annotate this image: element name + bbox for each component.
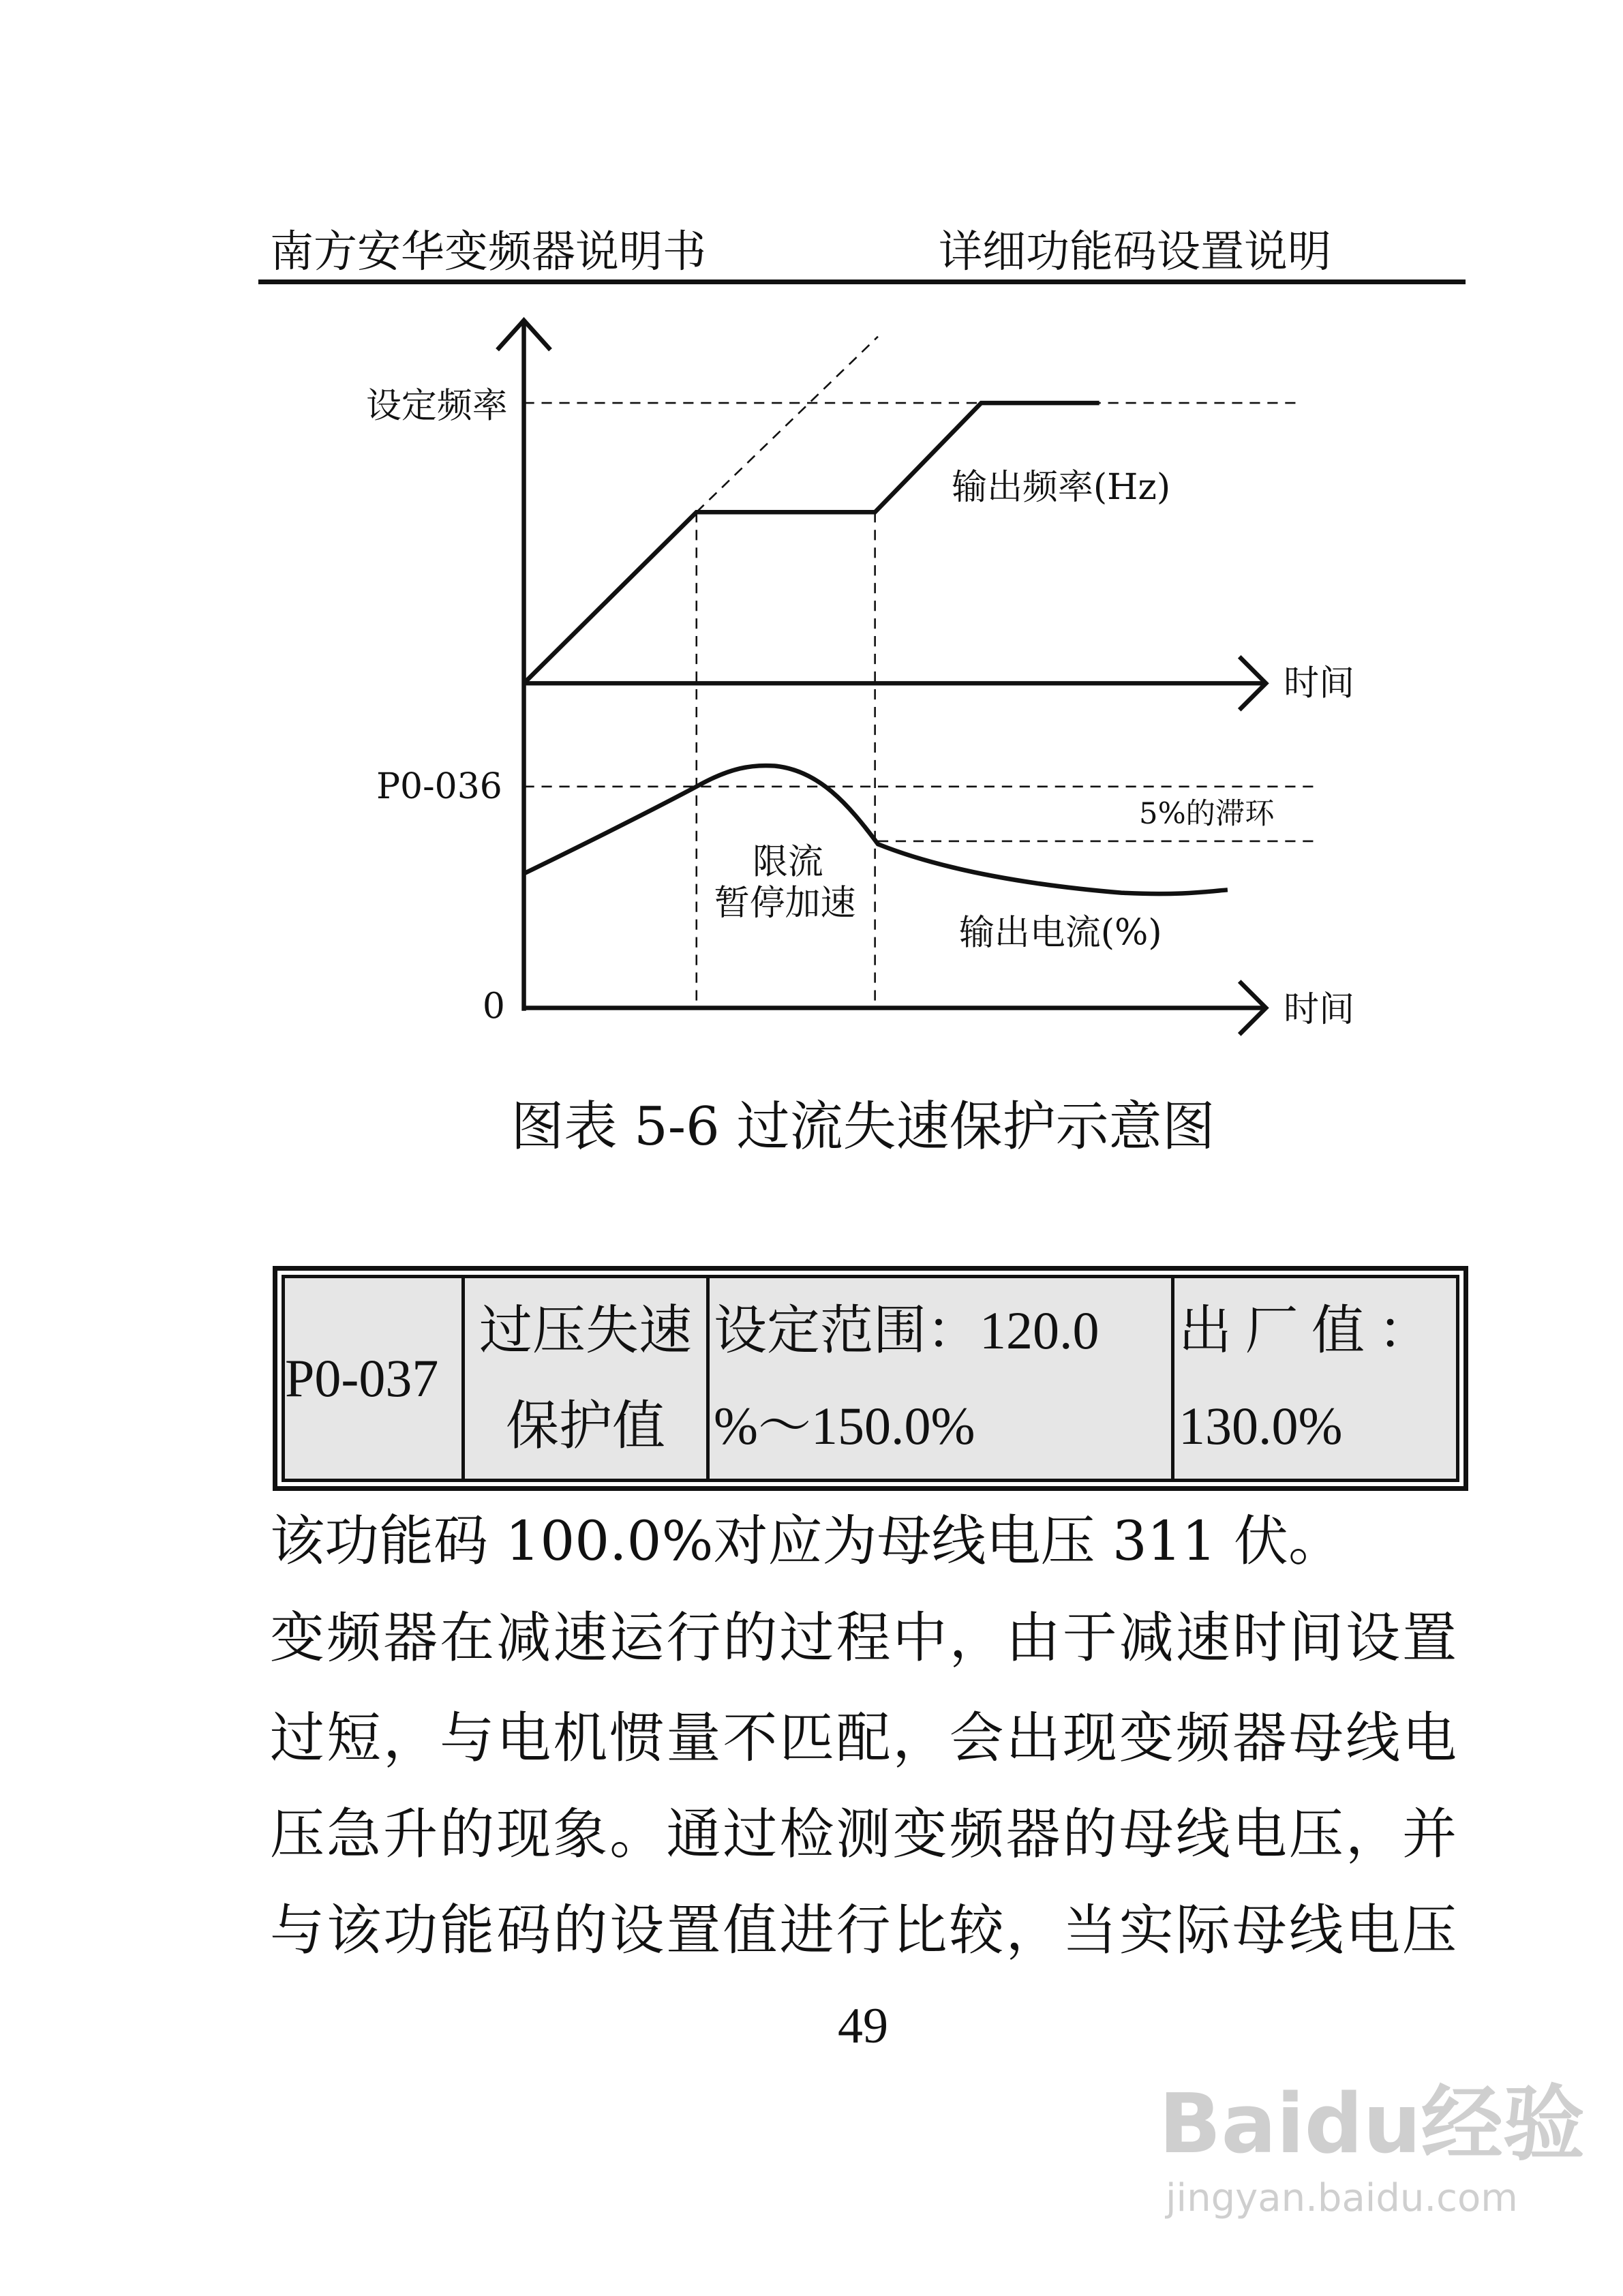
header-title-right: 详细功能码设置说明 <box>939 227 1331 277</box>
output-frequency-label: 输出频率(Hz) <box>952 466 1171 508</box>
paragraph-line: 与该功能码的设置值进行比较，当实际母线电压 <box>270 1899 1457 1962</box>
cell-default <box>1174 1278 1456 1479</box>
setpoint-label: 设定频率 <box>365 385 508 427</box>
param-range-line1: 设定范围：120.0 <box>714 1301 1099 1360</box>
lower-time-label: 时间 <box>1284 988 1355 1030</box>
param-default-line2: 130.0% <box>1179 1396 1343 1455</box>
cell-range <box>710 1278 1174 1479</box>
ramp-extension-dashed <box>697 337 878 513</box>
parameter-table <box>273 1266 1468 1491</box>
region-label-2: 暂停加速 <box>714 883 856 924</box>
param-name-line2: 保护值 <box>505 1396 665 1455</box>
header-title-left: 南方安华变频器说明书 <box>270 227 706 277</box>
param-default-line1: 出 厂 值 ： <box>1179 1301 1431 1360</box>
page-number: 49 <box>838 1998 888 2054</box>
paragraph-line: 过短，与电机惯量不匹配，会出现变频器母线电 <box>270 1706 1457 1770</box>
paragraph-line: 变频器在减速运行的过程中，由于减速时间设置 <box>270 1606 1457 1670</box>
table-row <box>282 1275 1459 1482</box>
cell-code <box>285 1278 465 1479</box>
output-frequency-line <box>524 403 1099 683</box>
watermark-url: jingyan.baidu.com <box>1166 2176 1518 2220</box>
threshold-label: P0-036 <box>376 766 502 808</box>
upper-time-label: 时间 <box>1284 663 1355 704</box>
baidu-watermark <box>1159 2059 1585 2220</box>
param-range-line2: %～150.0% <box>714 1396 975 1455</box>
param-code: P0-037 <box>285 1348 439 1408</box>
paragraph-line: 该功能码 100.0%对应为母线电压 311 伏。 <box>270 1509 1344 1573</box>
region-label-1: 限流 <box>753 841 823 883</box>
figure-caption: 图表 5-6 过流失速保护示意图 <box>511 1096 1215 1158</box>
watermark-brand: Baidu经验 <box>1159 2077 1585 2172</box>
hysteresis-label: 5%的滞环 <box>1139 796 1275 831</box>
cell-name <box>465 1278 710 1479</box>
param-name-line1: 过压失速 <box>479 1301 692 1360</box>
output-current-label: 输出电流(%) <box>959 912 1162 954</box>
paragraph-line: 压急升的现象。通过检测变频器的母线电压，并 <box>270 1802 1457 1866</box>
header-rule <box>258 280 1466 284</box>
zero-label: 0 <box>482 986 505 1027</box>
overcurrent-stall-chart <box>339 295 1372 1048</box>
